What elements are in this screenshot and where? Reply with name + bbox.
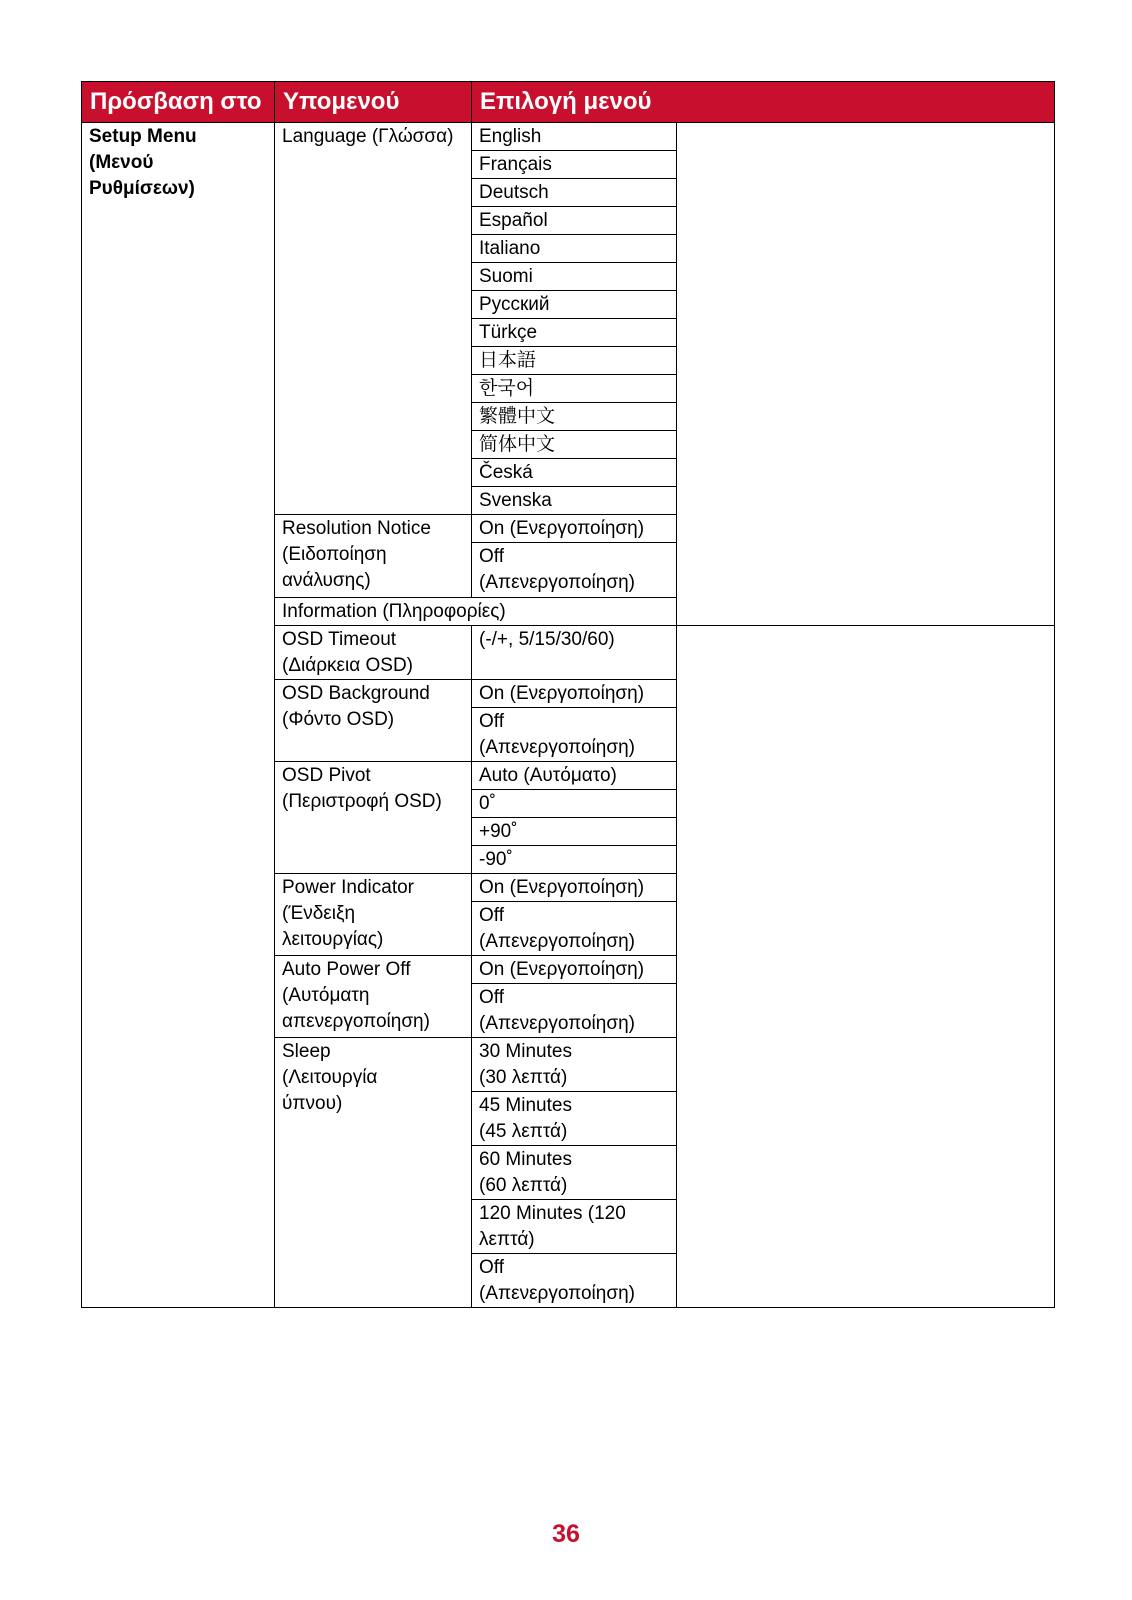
option-cell: +90˚ bbox=[472, 818, 677, 846]
option-cell: Off (Απενεργοποίηση) bbox=[472, 708, 677, 762]
header-option: Επιλογή μενού bbox=[472, 82, 1055, 123]
table-row bbox=[82, 123, 1055, 151]
blank-cell bbox=[677, 626, 1055, 1308]
submenu-resolution-notice: Resolution Notice (Ειδοποίηση ανάλυσης) bbox=[275, 515, 472, 598]
option-cell: On (Ενεργοποίηση) bbox=[472, 515, 677, 543]
header-submenu: Υπομενού bbox=[275, 82, 472, 123]
option-cell: Off (Απενεργοποίηση) bbox=[472, 1254, 677, 1308]
option-cell: 45 Minutes (45 λεπτά) bbox=[472, 1092, 677, 1146]
submenu-osd-pivot: OSD Pivot (Περιστροφή OSD) bbox=[275, 762, 472, 874]
option-cell: Auto (Αυτόματο) bbox=[472, 762, 677, 790]
option-cell: Deutsch bbox=[472, 179, 677, 207]
submenu-osd-background: OSD Background (Φόντο OSD) bbox=[275, 680, 472, 762]
option-cell: English bbox=[472, 123, 677, 151]
submenu-language: Language (Γλώσσα) bbox=[275, 123, 472, 515]
option-cell: On (Ενεργοποίηση) bbox=[472, 874, 677, 902]
blank-cell bbox=[677, 123, 1055, 626]
option-cell: 30 Minutes (30 λεπτά) bbox=[472, 1038, 677, 1092]
option-cell: On (Ενεργοποίηση) bbox=[472, 680, 677, 708]
option-cell: 60 Minutes (60 λεπτά) bbox=[472, 1146, 677, 1200]
option-cell: Русский bbox=[472, 291, 677, 319]
option-cell: Français bbox=[472, 151, 677, 179]
option-cell: 简体中文 bbox=[472, 431, 677, 459]
option-cell: (-/+, 5/15/30/60) bbox=[472, 626, 677, 680]
access-setup-menu: Setup Menu (Μενού Ρυθμίσεων) bbox=[82, 123, 275, 1308]
option-cell: On (Ενεργοποίηση) bbox=[472, 956, 677, 984]
option-cell: -90˚ bbox=[472, 846, 677, 874]
option-cell: Off (Απενεργοποίηση) bbox=[472, 543, 677, 598]
option-cell: 0˚ bbox=[472, 790, 677, 818]
option-cell: 한국어 bbox=[472, 375, 677, 403]
header-access: Πρόσβαση στο bbox=[82, 82, 275, 123]
page-number: 36 bbox=[552, 1520, 580, 1548]
option-cell: 日本語 bbox=[472, 347, 677, 375]
option-cell: Česká bbox=[472, 459, 677, 487]
option-cell: Suomi bbox=[472, 263, 677, 291]
table-header-row bbox=[82, 82, 1055, 123]
option-cell: 120 Minutes (120 λεπτά) bbox=[472, 1200, 677, 1254]
submenu-power-indicator: Power Indicator (Ένδειξη λειτουργίας) bbox=[275, 874, 472, 956]
submenu-auto-power-off: Auto Power Off (Αυτόματη απενεργοποίηση) bbox=[275, 956, 472, 1038]
option-cell: 繁體中文 bbox=[472, 403, 677, 431]
submenu-osd-timeout: OSD Timeout (Διάρκεια OSD) bbox=[275, 626, 472, 680]
option-cell: Türkçe bbox=[472, 319, 677, 347]
option-cell: Español bbox=[472, 207, 677, 235]
option-cell: Off (Απενεργοποίηση) bbox=[472, 902, 677, 956]
submenu-sleep: Sleep (Λειτουργία ύπνου) bbox=[275, 1038, 472, 1308]
setup-menu-table bbox=[81, 81, 1055, 1308]
submenu-information: Information (Πληροφορίες) bbox=[275, 598, 677, 626]
option-cell: Off (Απενεργοποίηση) bbox=[472, 984, 677, 1038]
option-cell: Svenska bbox=[472, 487, 677, 515]
option-cell: Italiano bbox=[472, 235, 677, 263]
